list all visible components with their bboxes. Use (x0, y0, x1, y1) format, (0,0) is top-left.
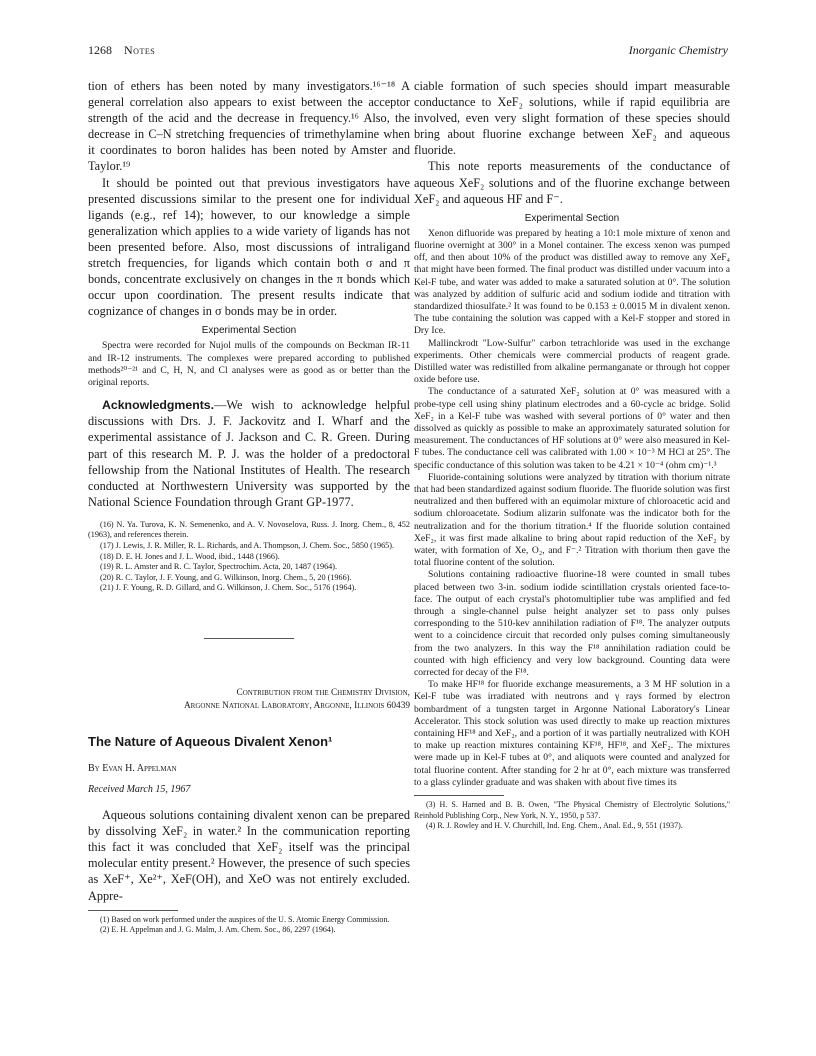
footnote: (2) E. H. Appelman and J. G. Malm, J. Am. Chem. Soc., 86, 2297 (1964). (100, 925, 336, 934)
body-paragraph: ciable formation of such species should impart measurable conductance to XeF₂ solutions, while if rapid equilibria are involved, even very slight formation of these species should bring about fluorine exchange between XeF₂ and aqueous fluoride. (414, 79, 730, 158)
experimental-paragraph: The conductance of a saturated XeF₂ solution at 0° was measured with a probe-type cell using shiny platinum electrodes and a 60-cycle ac bridge. Solid XeF₂ in a Kel-F tube was washed with several portions of 0° water and then dissolved as quickly as possible to make an approximately saturated solution for measurement. The conductances of HF solutions at 0° were also measured in Kel-F tubes. The conductance cell was calibrated with 1.00 × 10⁻³ M HCl at 25°. The specific conductance of this solution was taken to be 4.21 × 10⁻⁴ (ohm cm)⁻¹.³ (414, 386, 730, 471)
reference: (19) R. L. Amster and R. C. Taylor, Spectrochim. Acta, 20, 1487 (1964). (100, 562, 338, 572)
footnote: (3) H. S. Harned and B. B. Owen, "The Physical Chemistry of Electrolytic Solutions," Reinhold Publishing Corp., New York, N. Y., 1950, p 537. (414, 800, 730, 820)
experimental-paragraph: Fluoride-containing solutions were analyzed by titration with thorium nitrate that had been standardized against sodium fluoride. The fluoride solution was first neutralized and then buffered with an equimolar mixture of chloroacetic acid and sodium chloroacetate. Sodium alizarin sulfonate was the indicator both for the neutralization and for the thorium titration.⁴ If the fluoride solution contained XeF₂, it was first made alkaline to bring about rapid reduction of the XeF₂ by water, with formation of Xe, O₂, and F⁻.² Titration with thorium then gave the total fluorine content of the solution. (414, 471, 730, 569)
footnotes (88, 915, 410, 936)
footnotes (414, 800, 730, 831)
experimental-paragraph: Solutions containing radioactive fluorine-18 were counted in small tubes placed between two 3-in. sodium iodide scintillation crystals oriented face-to-face. The output of each crystal's photomultiplier tube was amplified and fed through a single-channel pulse height analyzer set to pass only pulses corresponding to the 510-kev annihilation radiation of F¹⁸. The analyzer outputs went to a coincidence circuit that recorded only pulses coming simultaneously from the two analyzers. In this way the F¹⁸ annihilation radiation could be counted with high efficiency and very low background. Counting data were corrected for decay of the F¹⁸. (414, 569, 730, 679)
ack-heading: Acknowledgments. (102, 398, 215, 413)
divider (204, 638, 294, 639)
footnote: (1) Based on work performed under the auspices of the U. S. Atomic Energy Commission. (100, 914, 390, 924)
reference: (20) R. C. Taylor, J. F. Young, and G. Wilkinson, Inorg. Chem., 5, 20 (1966). (100, 572, 352, 582)
section-heading: Experimental Section (201, 325, 297, 337)
body-paragraph: It should be pointed out that previous investigators have presented discussions similar to the present one for individual ligands (e.g., ref 14); however, to our knowledge a simple generalization which applies to a wide variety of ligands has not been presented before. Also, most discussions of intraligand stretch frequencies, for ligands which contain both σ and π bonds, concentrate exclusively on changes in the π bonds which occur upon coordination. The present results indicate that cognizance of changes in σ bonds may be in order. (88, 175, 410, 319)
journal-name: Inorganic Chemistry (628, 43, 728, 57)
article-author: By Evan H. Appelman (88, 763, 177, 775)
footnote: (4) R. J. Rowley and H. V. Churchill, Ind. Eng. Chem., Anal. Ed., 9, 551 (1937). (426, 820, 683, 830)
contribution-affiliation (88, 687, 410, 712)
reference: (17) J. Lewis, J. R. Miller, R. L. Richards, and A. Thompson, J. Chem. Soc., 5850 (1965). (100, 541, 395, 551)
contribution-line: Contribution from the Chemistry Division, (236, 688, 410, 699)
intro-paragraph: Aqueous solutions containing divalent xenon can be prepared by dissolving XeF₂ in water.² In the communication reporting this fact it was concluded that XeF₂ itself was the principal molecular entity present.² However, the presence of such species as XeF⁺, Xe²⁺, XeF(OH), and XeO was not entirely excluded. Appre- (88, 808, 410, 903)
reference: (21) J. F. Young, R. D. Gillard, and G. Wilkinson, J. Chem. Soc., 5176 (1964). (100, 583, 357, 593)
page-number: 1268 (88, 43, 112, 57)
reference-list (88, 520, 410, 594)
experimental-paragraph: To make HF¹⁸ for fluoride exchange measurements, a 3 M HF solution in a Kel-F tube was irradiated with neutrons and γ rays formed by electron bombardment of a tungsten target in Argonne National Laboratory's Linear Accelerator. This stock solution was used directly to make up reaction mixtures containing HF¹⁸ and XeF₂, and a portion of it was partially neutralized with KOH to make up reaction mixtures containing KF¹⁸, HF¹⁸, and XeF₂. The mixtures were made up in Kel-F tubes at 0°, and aliquots were counted and analyzed for total fluorine content. After standing for 2 hr at 0°, each mixture was transferred to a glass cylinder graduate and was shaken with about five times its (414, 679, 730, 788)
experimental-paragraph: Xenon difluoride was prepared by heating a 10:1 mole mixture of xenon and fluorine overnight at 300° in a Monel container. The excess xenon was pumped off, and then about 10% of the product was distilled away to remove any XeF₄ that might have been formed. The final product was distilled under vacuum into a Kel-F tube, and water was added to make a saturated solution at 0°. The solution was analyzed by addition of sulfuric acid and sodium iodide and titration with standardized thiosulfate.² It was found to be 0.153 ± 0.0015 M in divalent xenon. The tube containing the solution was capped with a Kel-F stopper and stored in Dry Ice. (414, 227, 730, 337)
ack-text: —We wish to acknowledge helpful discussions with Drs. J. F. Jackovitz and I. Wharf and the experimental assistance of J. Jackson and C. R. Green. During part of this research M. P. J. was the holder of a predoctoral fellowship from the National Institutes of Health. The research conducted at Northwestern University was supported by the National Science Foundation through Grant GP-1977. (88, 398, 410, 509)
article-title: The Nature of Aqueous Divalent Xenon¹ (88, 734, 333, 750)
body-paragraph: tion of ethers has been noted by many investigators.¹⁶⁻¹⁸ A general correlation also appears to exist between the acceptor strength of the acid and the decrease in frequency.¹⁶ Also, the decrease in C–N stretching frequencies of trimethylamine when it coordinates to boron halides has been noted by Amster and Taylor.¹⁹ (88, 79, 410, 174)
reference: (16) N. Ya. Turova, K. N. Semenenko, and A. V. Novoselova, Russ. J. Inorg. Chem., 8, 452 (1963), and references therein. (88, 519, 410, 540)
experimental-text: Spectra were recorded for Nujol mulls of the compounds on Beckman IR-11 and IR-12 instruments. The complexes were prepared according to published methods²⁰⁻²¹ and C, H, N, and Cl analyses were as good as or better than the original reports. (88, 340, 410, 389)
right-column (414, 78, 730, 831)
experimental-paragraph: Mallinckrodt "Low-Sulfur" carbon tetrachloride was used in the exchange experiments. Other chemicals were commercial products of reagent grade. Distilled water was redistilled from alkaline permanganate or through hot copper oxide before use. (414, 337, 730, 386)
section-name: Notes (124, 43, 156, 57)
page-header (88, 43, 728, 59)
received-date: Received March 15, 1967 (88, 784, 191, 796)
reference: (18) D. E. H. Jones and J. L. Wood, ibid., 1448 (1966). (100, 551, 280, 561)
body-paragraph: This note reports measurements of the conductance of aqueous XeF₂ solutions and of the fluorine exchange between XeF₂ and aqueous HF and F⁻. (414, 159, 730, 206)
footnote-divider (88, 910, 178, 911)
left-column (88, 78, 410, 935)
acknowledgments (88, 397, 410, 510)
footnote-divider (414, 795, 504, 796)
section-heading: Experimental Section (524, 212, 620, 224)
contribution-line: Argonne National Laboratory, Argonne, Illinois 60439 (183, 700, 410, 711)
